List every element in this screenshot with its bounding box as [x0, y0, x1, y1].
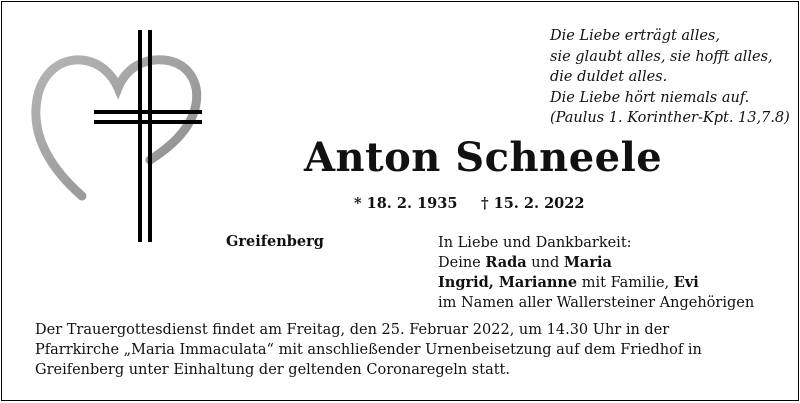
mourners-text: und	[526, 255, 564, 271]
funeral-service-info	[35, 320, 702, 380]
mourners-text: mit Familie,	[577, 275, 674, 291]
heart-cross-icon	[30, 28, 206, 246]
obituary-notice	[1, 1, 799, 401]
quote-line: die duldet alles.	[550, 69, 668, 85]
quote-source: (Paulus 1. Korinther-Kpt. 13,7.8)	[550, 110, 790, 126]
cross-shape	[94, 30, 202, 242]
service-line: Der Trauergottesdienst findet am Freitag, den 25. Februar 2022, um 14.30 Uhr in der	[35, 322, 670, 338]
mourners-intro: In Liebe und Dankbarkeit:	[438, 235, 632, 251]
mourner-name: Evi	[673, 274, 699, 291]
quote-line: sie glaubt alles, sie hofft alles,	[550, 48, 773, 65]
bible-quote	[550, 26, 790, 129]
heart-shape	[36, 60, 197, 196]
birth-date: * 18. 2. 1935	[354, 195, 458, 212]
deceased-name: Anton Schneele	[304, 134, 663, 181]
mourner-name: Rada	[485, 254, 527, 271]
mourners-line: im Namen aller Wallersteiner Angehörigen	[438, 295, 755, 311]
death-date: † 15. 2. 2022	[481, 195, 585, 212]
mourners-line	[438, 273, 754, 293]
quote-line: Die Liebe erträgt alles,	[550, 28, 720, 44]
mourners-text: Deine	[438, 255, 486, 271]
mourners-block	[438, 233, 754, 313]
quote-line: Die Liebe hört niemals auf.	[550, 89, 750, 106]
mourner-name: Maria	[563, 254, 612, 271]
service-line: Pfarrkirche „Maria Immaculata“ mit anschließender Urnenbeisetzung auf dem Friedhof in	[35, 342, 702, 358]
service-line: Greifenberg unter Einhaltung der geltenden Coronaregeln statt.	[35, 362, 510, 378]
mourner-name: Ingrid, Marianne	[438, 274, 578, 291]
place-name: Greifenberg	[226, 233, 324, 250]
mourners-line	[438, 253, 754, 273]
